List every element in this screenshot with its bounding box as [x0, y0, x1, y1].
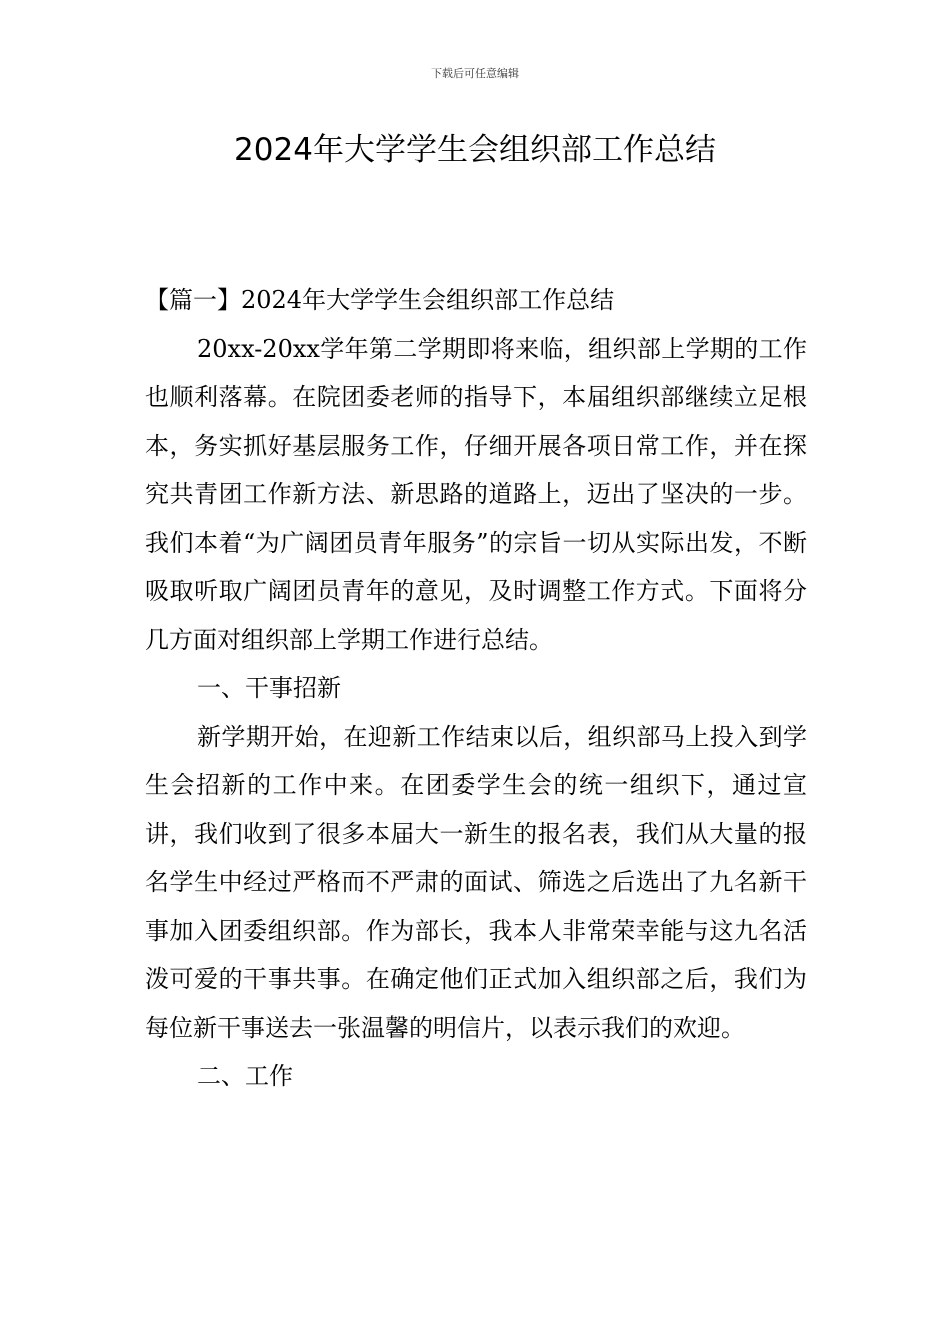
document-title: 2024年大学学生会组织部工作总结 — [234, 132, 716, 168]
recruitment-paragraph: 新学期开始，在迎新工作结束以后，组织部马上投入到学生会招新的工作中来。在团委学生会的统一组织下，通过宣讲，我们收到了很多本届大一新生的报名表，我们从大量的报名学生中经过严格而不严肃的面试、筛选之后选出了九名新干事加入团委组织部。作为部长，我本人非常荣幸能与这九名活泼可爱的干事共事。在确定他们正式加入组织部之后，我们为每位新干事送去一张温馨的明信片，以表示我们的欢迎。 — [145, 722, 807, 1042]
subheading-work: 二、工作 — [197, 1062, 293, 1090]
header-note: 下载后可任意编辑 — [431, 67, 519, 80]
document-body — [145, 276, 807, 1101]
subheading-recruitment: 一、干事招新 — [197, 674, 341, 702]
intro-paragraph: 20xx-20xx学年第二学期即将来临，组织部上学期的工作也顺利落幕。在院团委老师的指导下，本届组织部继续立足根本，务实抓好基层服务工作，仔细开展各项日常工作，并在探究共青团工作新方法、新思路的道路上，迈出了坚决的一步。我们本着“为广阔团员青年服务”的宗旨一切从实际出发，不断吸取听取广阔团员青年的意见，及时调整工作方式。下面将分几方面对组织部上学期工作进行总结。 — [145, 334, 807, 654]
section-heading: 【篇一】2024年大学学生会组织部工作总结 — [145, 286, 615, 314]
